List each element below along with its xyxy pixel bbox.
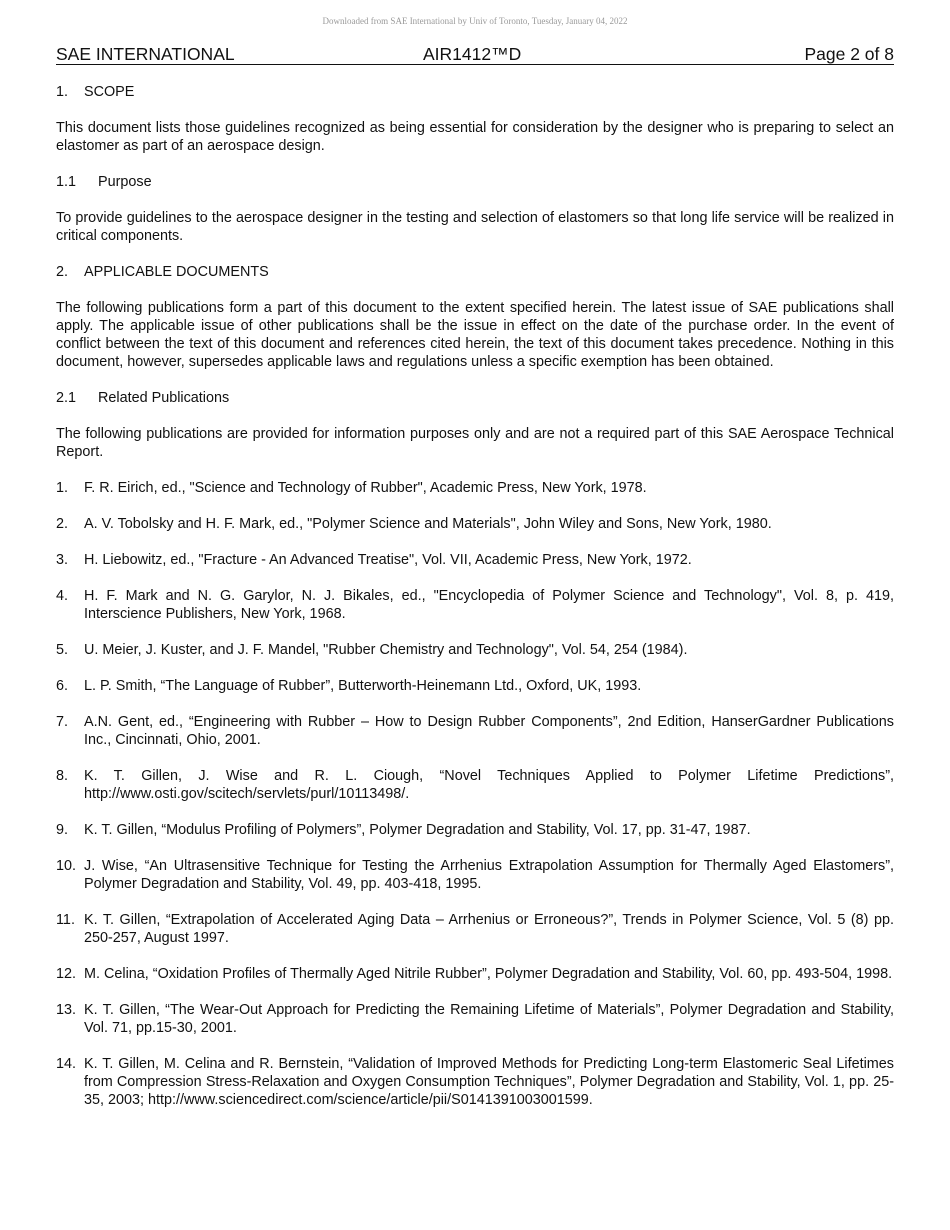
reference-number: 12. (56, 966, 77, 982)
reference-text: K. T. Gillen, “Modulus Profiling of Polymers”, Polymer Degradation and Stability, Vol. 17, pp. 31-47, 1987. (84, 822, 751, 838)
reference-list (56, 479, 894, 1109)
section-title: Purpose (98, 174, 152, 190)
reference-text: K. T. Gillen, M. Celina and R. Bernstein, “Validation of Improved Methods for Predicting Long-term Elastomeric Seal Lifetimes from Compression Stress-Relaxation and Oxygen Consumption Techniques”, Polymer Degradation and Stability, Vol. 1, pp. 25-35, 2003; http://www.sciencedirect.com/science/article/pii/S0141391003001599. (84, 1056, 894, 1108)
reference-number: 14. (56, 1056, 77, 1072)
reference-number: 13. (56, 1002, 77, 1018)
header-page-number: Page 2 of 8 (804, 44, 894, 64)
reference-text: H. Liebowitz, ed., "Fracture - An Advanced Treatise", Vol. VII, Academic Press, New York, 1972. (84, 552, 692, 568)
section-title: APPLICABLE DOCUMENTS (84, 264, 269, 280)
section-number: 2.1 (56, 390, 77, 406)
reference-item (56, 587, 894, 623)
section-title: Related Publications (98, 390, 230, 406)
section-heading-scope (56, 83, 894, 101)
reference-text: H. F. Mark and N. G. Garylor, N. J. Bikales, ed., "Encyclopedia of Polymer Science and Technology", Vol. 8, p. 419, Interscience Publishers, New York, 1968. (84, 588, 894, 622)
reference-text: A. V. Tobolsky and H. F. Mark, ed., "Polymer Science and Materials", John Wiley and Sons, New York, 1980. (84, 516, 772, 532)
reference-text: K. T. Gillen, “Extrapolation of Accelerated Aging Data – Arrhenius or Erroneous?”, Trends in Polymer Science, Vol. 5 (8) pp. 250-257, August 1997. (84, 912, 894, 946)
reference-item (56, 1055, 894, 1109)
reference-item (56, 767, 894, 803)
reference-item (56, 551, 894, 569)
reference-number: 9. (56, 822, 69, 838)
section-title: SCOPE (84, 84, 135, 100)
reference-number: 2. (56, 516, 69, 532)
reference-text: U. Meier, J. Kuster, and J. F. Mandel, "Rubber Chemistry and Technology", Vol. 54, 254 (1984). (84, 642, 688, 658)
scope-paragraph: This document lists those guidelines recognized as being essential for consideration by the designer who is preparing to select an elastomer as part of an aerospace design. (56, 120, 894, 154)
related-publications-paragraph: The following publications are provided for information purposes only and are not a required part of this SAE Aerospace Technical Report. (56, 426, 894, 460)
reference-number: 7. (56, 714, 69, 730)
reference-item (56, 677, 894, 695)
reference-text: F. R. Eirich, ed., "Science and Technology of Rubber", Academic Press, New York, 1978. (84, 480, 647, 496)
section-number: 1. (56, 84, 69, 100)
reference-text: A.N. Gent, ed., “Engineering with Rubber – How to Design Rubber Components”, 2nd Edition, HanserGardner Publications Inc., Cincinnati, Ohio, 2001. (84, 714, 894, 748)
reference-item (56, 911, 894, 947)
reference-item (56, 1001, 894, 1037)
reference-text: L. P. Smith, “The Language of Rubber”, Butterworth-Heinemann Ltd., Oxford, UK, 1993. (84, 678, 642, 694)
reference-item (56, 515, 894, 533)
header-doc-id: AIR1412™D (423, 44, 522, 64)
reference-number: 8. (56, 768, 69, 784)
header-org: SAE INTERNATIONAL (56, 44, 235, 64)
purpose-paragraph: To provide guidelines to the aerospace designer in the testing and selection of elastomers so that long life service will be realized in critical components. (56, 210, 894, 244)
reference-text: K. T. Gillen, J. Wise and R. L. Ciough, “Novel Techniques Applied to Polymer Lifetime Predictions”, http://www.osti.gov/scitech/servlets/purl/10113498/. (84, 768, 894, 802)
reference-number: 1. (56, 480, 69, 496)
reference-item (56, 857, 894, 893)
reference-item (56, 479, 894, 497)
applicable-documents-paragraph: The following publications form a part of this document to the extent specified herein. The latest issue of SAE publications shall apply. The applicable issue of other publications shall be the issue in effect on the date of the purchase order. In the event of conflict between the text of this document and references cited herein, the text of this document takes precedence. Nothing in this document, however, supersedes applicable laws and regulations unless a specific exemption has been obtained. (56, 300, 894, 370)
section-heading-related-publications (56, 389, 894, 407)
reference-number: 10. (56, 858, 77, 874)
section-heading-purpose (56, 173, 894, 191)
download-watermark: Downloaded from SAE International by Univ of Toronto, Tuesday, January 04, 2022 (322, 16, 628, 26)
document-body (56, 83, 894, 1127)
reference-number: 11. (56, 912, 75, 928)
reference-number: 6. (56, 678, 69, 694)
reference-number: 4. (56, 588, 69, 604)
reference-item (56, 821, 894, 839)
section-heading-applicable-documents (56, 263, 894, 281)
page-header (56, 44, 894, 65)
reference-text: J. Wise, “An Ultrasensitive Technique for Testing the Arrhenius Extrapolation Assumption for Thermally Aged Elastomers”, Polymer Degradation and Stability, Vol. 49, pp. 403-418, 1995. (84, 858, 894, 892)
reference-text: M. Celina, “Oxidation Profiles of Thermally Aged Nitrile Rubber”, Polymer Degradation and Stability, Vol. 60, pp. 493-504, 1998. (84, 966, 893, 982)
reference-text: K. T. Gillen, “The Wear-Out Approach for Predicting the Remaining Lifetime of Materials”, Polymer Degradation and Stability, Vol. 71, pp.15-30, 2001. (84, 1002, 894, 1036)
reference-number: 3. (56, 552, 69, 568)
reference-item (56, 641, 894, 659)
reference-item (56, 713, 894, 749)
reference-item (56, 965, 894, 983)
section-number: 2. (56, 264, 69, 280)
reference-number: 5. (56, 642, 69, 658)
section-number: 1.1 (56, 174, 77, 190)
